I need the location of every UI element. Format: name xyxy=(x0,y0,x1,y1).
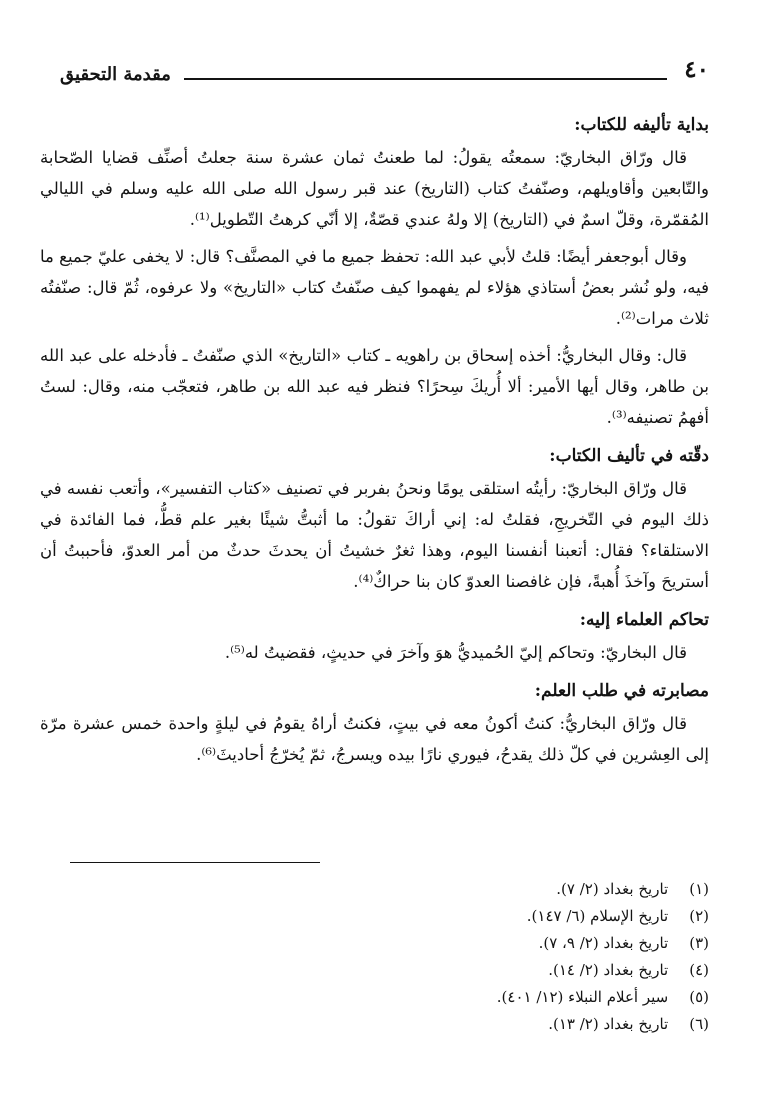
footnote-number: (٢) xyxy=(689,907,709,925)
section-heading-precision: دقّته في تأليف الكتاب: xyxy=(549,446,709,466)
footnote-text: تاريخ بغداد (٢/ ٧). xyxy=(556,880,669,898)
footnote-text: تاريخ بغداد (٢/ ١٣). xyxy=(548,1015,669,1033)
main-text xyxy=(40,108,709,776)
footnote-number: (٤) xyxy=(689,961,709,979)
section-heading-scholars-arbitration: تحاكم العلماء إليه: xyxy=(579,610,709,630)
footnote-item xyxy=(40,903,709,930)
paragraph: قال البخاريّ: وتحاكم إليّ الحُميديُّ هوَ وآخرَ في حديثٍ، فقضيتُ له⁽⁵⁾. xyxy=(224,643,687,662)
section-heading-start-of-authorship: بداية تأليفه للكتاب: xyxy=(574,115,709,135)
footnote-text: سير أعلام النبلاء (١٢/ ٤٠١). xyxy=(496,988,669,1006)
footnote-rule xyxy=(70,862,320,863)
footnote-number: (١) xyxy=(689,880,709,898)
running-title: مقدمة التحقيق xyxy=(60,64,171,85)
paragraph: وقال أبوجعفر أيضًا: قلتُ لأبي عبد الله: تحفظ جميع ما في المصنَّف؟ قال: لا يخفى عليّ جميع ما فيه، ولو نُشر بعضُ أستاذي هؤلاء لم يفهموا كيف صنّفتُ كتاب «التاريخ» ولا عرفوه، ثُمّ قال: صنّفتُه ثلاث مرات⁽²⁾. xyxy=(40,247,709,328)
footnote-number: (٣) xyxy=(689,934,709,952)
footnote-item xyxy=(40,984,709,1011)
footnote-text: تاريخ الإسلام (٦/ ١٤٧). xyxy=(526,907,669,925)
page-number: ٤٠ xyxy=(684,56,709,83)
footnote-list xyxy=(40,862,709,1038)
footnote-text: تاريخ بغداد (٢/ ١٤). xyxy=(548,961,669,979)
running-head xyxy=(60,56,709,94)
section-heading-perseverance: مصابرته في طلب العلم: xyxy=(534,681,709,701)
paragraph: قال ورّاق البخاريّ: سمعتُه يقولُ: لما طعنتُ ثمان عشرة سنة جعلتُ أصنِّف قضايا الصّحابة والتّابعين وأقاويلهم، وصنّفتُ كتاب (التاريخ) عند قبر رسول الله صلى الله عليه وسلم في الليالي المُقمّرة، وقلّ اسمٌ في (التاريخ) إلا ولهُ عندي قصّةٌ، إلا أنّي كرهتُ التّطويل⁽¹⁾. xyxy=(40,148,709,229)
header-rule xyxy=(184,78,667,80)
footnote-item xyxy=(40,1011,709,1038)
footnote-number: (٥) xyxy=(689,988,709,1006)
footnote-number: (٦) xyxy=(689,1015,709,1033)
footnote-text: تاريخ بغداد (٢/ ٩، ٧). xyxy=(538,934,669,952)
paragraph: قال ورّاق البخاريّ: رأيتُه استلقى يومًا ونحنُ بفربر في تصنيف «كتاب التفسير»، وأتعب نفسه في ذلك اليوم في التّخريجِ، فقلتُ له: إني أراكَ تقولُ: ما أثبتُّ شيئًا بغير علم قطُّ، فما الفائدة في الاستلقاء؟ فقال: أتعبنا أنفسنا اليوم، وهذا ثغرٌ خشيتُ أن يحدثَ حدثٌ من أمر العدوّ، فأحببتُ أن أستريحَ وآخذَ أُهبةً، فإن غافصنا العدوّ كان بنا حراكٌ⁽⁴⁾. xyxy=(40,479,709,591)
footnote-item xyxy=(40,930,709,957)
paragraph: قال: وقال البخاريُّ: أخذه إسحاق بن راهويه ـ كتاب «التاريخ» الذي صنّفتُ ـ فأدخله على عبد الله بن طاهر، وقال أيها الأمير: ألا أُريكَ سِحرًا؟ فنظر فيه عبد الله بن طاهر، فتعجّب منه، وقال: لستُ أفهمُ تصنيفه⁽³⁾. xyxy=(40,346,709,427)
footnote-item xyxy=(40,876,709,903)
footnote-item xyxy=(40,957,709,984)
paragraph: قال ورّاق البخاريُّ: كنتُ أكونُ معه في بيتٍ، فكنتُ أراهُ يقومُ في ليلةٍ واحدة خمس عشرة مرّة إلى العِشرين في كلّ ذلك يقدحُ، فيوري نارًا بيده ويسرجُ، ثمّ يُخرّجُ أحاديثَ⁽⁶⁾. xyxy=(40,714,709,764)
footnotes xyxy=(40,862,709,1038)
